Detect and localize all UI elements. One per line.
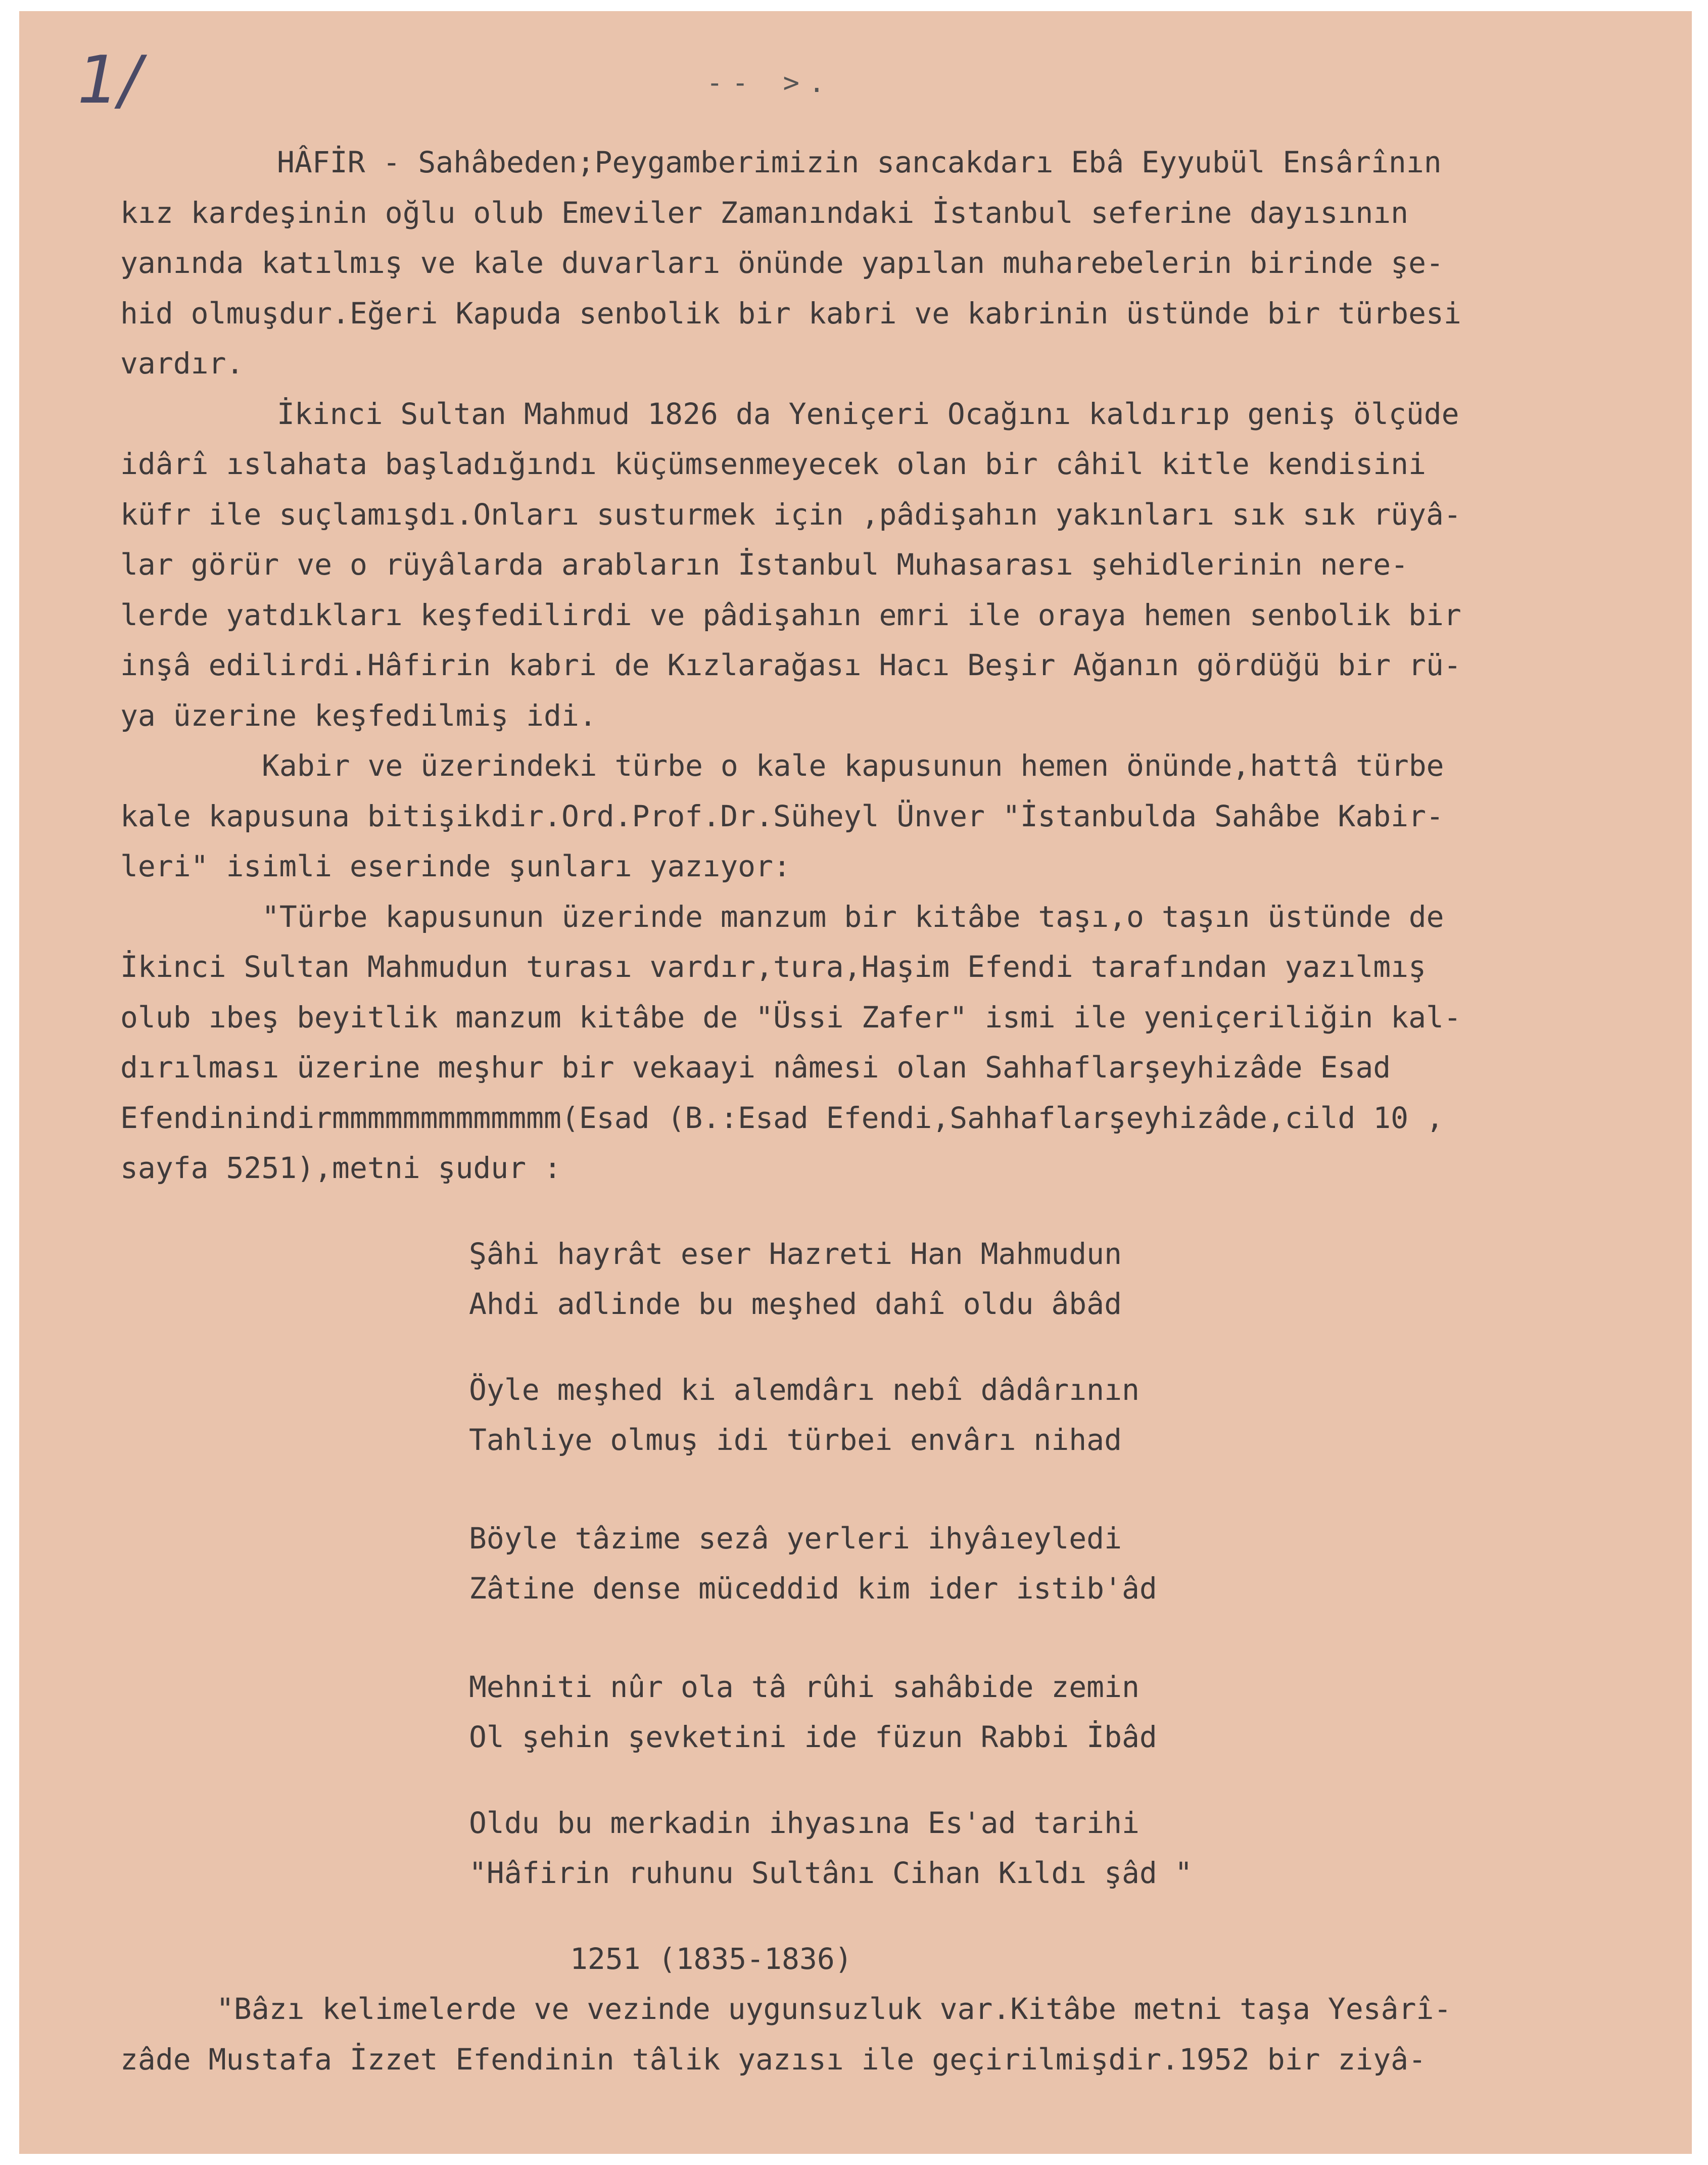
text-line: yanında katılmış ve kale duvarları önünde yapılan muharebelerin birinde şe- bbox=[120, 246, 1444, 280]
verse-line: Böyle tâzime sezâ yerleri ihyâıeyledi bbox=[469, 1521, 1122, 1556]
text-line: "Bâzı kelimelerde ve vezinde uygunsuzluk var.Kitâbe metni taşa Yesârî- bbox=[216, 1992, 1452, 2026]
text-line: inşâ edilirdi.Hâfirin kabri de Kızlarağası Hacı Beşir Ağanın gördüğü bir rü- bbox=[120, 648, 1461, 682]
text-line: idârî ıslahata başladığındı küçümsenmeyecek olan bir câhil kitle kendisini bbox=[120, 447, 1427, 481]
text-line: sayfa 5251),metni şudur : bbox=[120, 1151, 561, 1185]
text-line: İkinci Sultan Mahmud 1826 da Yeniçeri Ocağını kaldırıp geniş ölçüde bbox=[277, 396, 1459, 431]
text-line: dırılması üzerine meşhur bir vekaayi nâmesi olan Sahhaflarşeyhizâde Esad bbox=[120, 1050, 1391, 1085]
year-line: 1251 (1835-1836) bbox=[570, 1941, 852, 1976]
text-line: HÂFİR - Sahâbeden;Peygamberimizin sancakdarı Ebâ Eyyubül Ensârînın bbox=[277, 145, 1442, 179]
text-line: kız kardeşinin oğlu olub Emeviler Zamanındaki İstanbul seferine dayısının bbox=[120, 195, 1409, 230]
verse-line: Şâhi hayrât eser Hazreti Han Mahmudun bbox=[469, 1236, 1122, 1271]
verse-line: "Hâfirin ruhunu Sultânı Cihan Kıldı şâd " bbox=[469, 1856, 1193, 1890]
text-line: olub ıbeş beyitlik manzum kitâbe de "Üssi Zafer" ismi ile yeniçeriliğin kal- bbox=[120, 1000, 1461, 1034]
verse-line: Oldu bu merkadin ihyasına Es'ad tarihi bbox=[469, 1805, 1140, 1840]
text-line: lerde yatdıkları keşfedilirdi ve pâdişahın emri ile oraya hemen senbolik bir bbox=[120, 597, 1461, 632]
text-line: "Türbe kapusunun üzerinde manzum bir kitâbe taşı,o taşın üstünde de bbox=[262, 899, 1444, 934]
verse-line: Ol şehin şevketini ide füzun Rabbi İbâd bbox=[469, 1720, 1157, 1754]
text-line: küfr ile suçlamışdı.Onları susturmek için ,pâdişahın yakınları sık sık rüyâ- bbox=[120, 497, 1461, 532]
text-line: kale kapusuna bitişikdir.Ord.Prof.Dr.Süheyl Ünver "İstanbulda Sahâbe Kabir- bbox=[120, 798, 1444, 833]
document-body bbox=[120, 137, 1697, 2085]
text-line: İkinci Sultan Mahmudun turası vardır,tura,Haşim Efendi tarafından yazılmış bbox=[120, 950, 1427, 984]
verse-line: Öyle meşhed ki alemdârı nebî dâdârının bbox=[469, 1372, 1140, 1407]
verse-line: Tahliye olmuş idi türbei envârı nihad bbox=[469, 1423, 1122, 1457]
text-line: lar görür ve o rüyâlarda arabların İstanbul Muhasarası şehidlerinin nere- bbox=[120, 547, 1409, 582]
verse-line: Zâtine dense müceddid kim ider istib'âd bbox=[469, 1571, 1157, 1606]
text-line: vardır. bbox=[120, 346, 244, 381]
text-line: hid olmuşdur.Eğeri Kapuda senbolik bir kabri ve kabrinin üstünde bir türbesi bbox=[120, 296, 1461, 331]
text-line: leri" isimli eserinde şunları yazıyor: bbox=[120, 849, 791, 883]
text-line: Efendinindirmmmmmmmmmmmmm(Esad (B.:Esad Efendi,Sahhaflarşeyhizâde,cild 10 , bbox=[120, 1100, 1444, 1135]
text-line: ya üzerine keşfedilmiş idi. bbox=[120, 698, 597, 733]
typewritten-page bbox=[19, 11, 1692, 2154]
page-number: 1/ bbox=[77, 41, 141, 118]
top-mark: -- >. bbox=[706, 67, 834, 99]
text-line: zâde Mustafa İzzet Efendinin tâlik yazısı ile geçirilmişdir.1952 bir ziyâ- bbox=[120, 2042, 1427, 2077]
text-line: Kabir ve üzerindeki türbe o kale kapusunun hemen önünde,hattâ türbe bbox=[262, 748, 1444, 783]
verse-line: Mehniti nûr ola tâ rûhi sahâbide zemin bbox=[469, 1669, 1140, 1704]
verse-line: Ahdi adlinde bu meşhed dahî oldu âbâd bbox=[469, 1287, 1122, 1321]
